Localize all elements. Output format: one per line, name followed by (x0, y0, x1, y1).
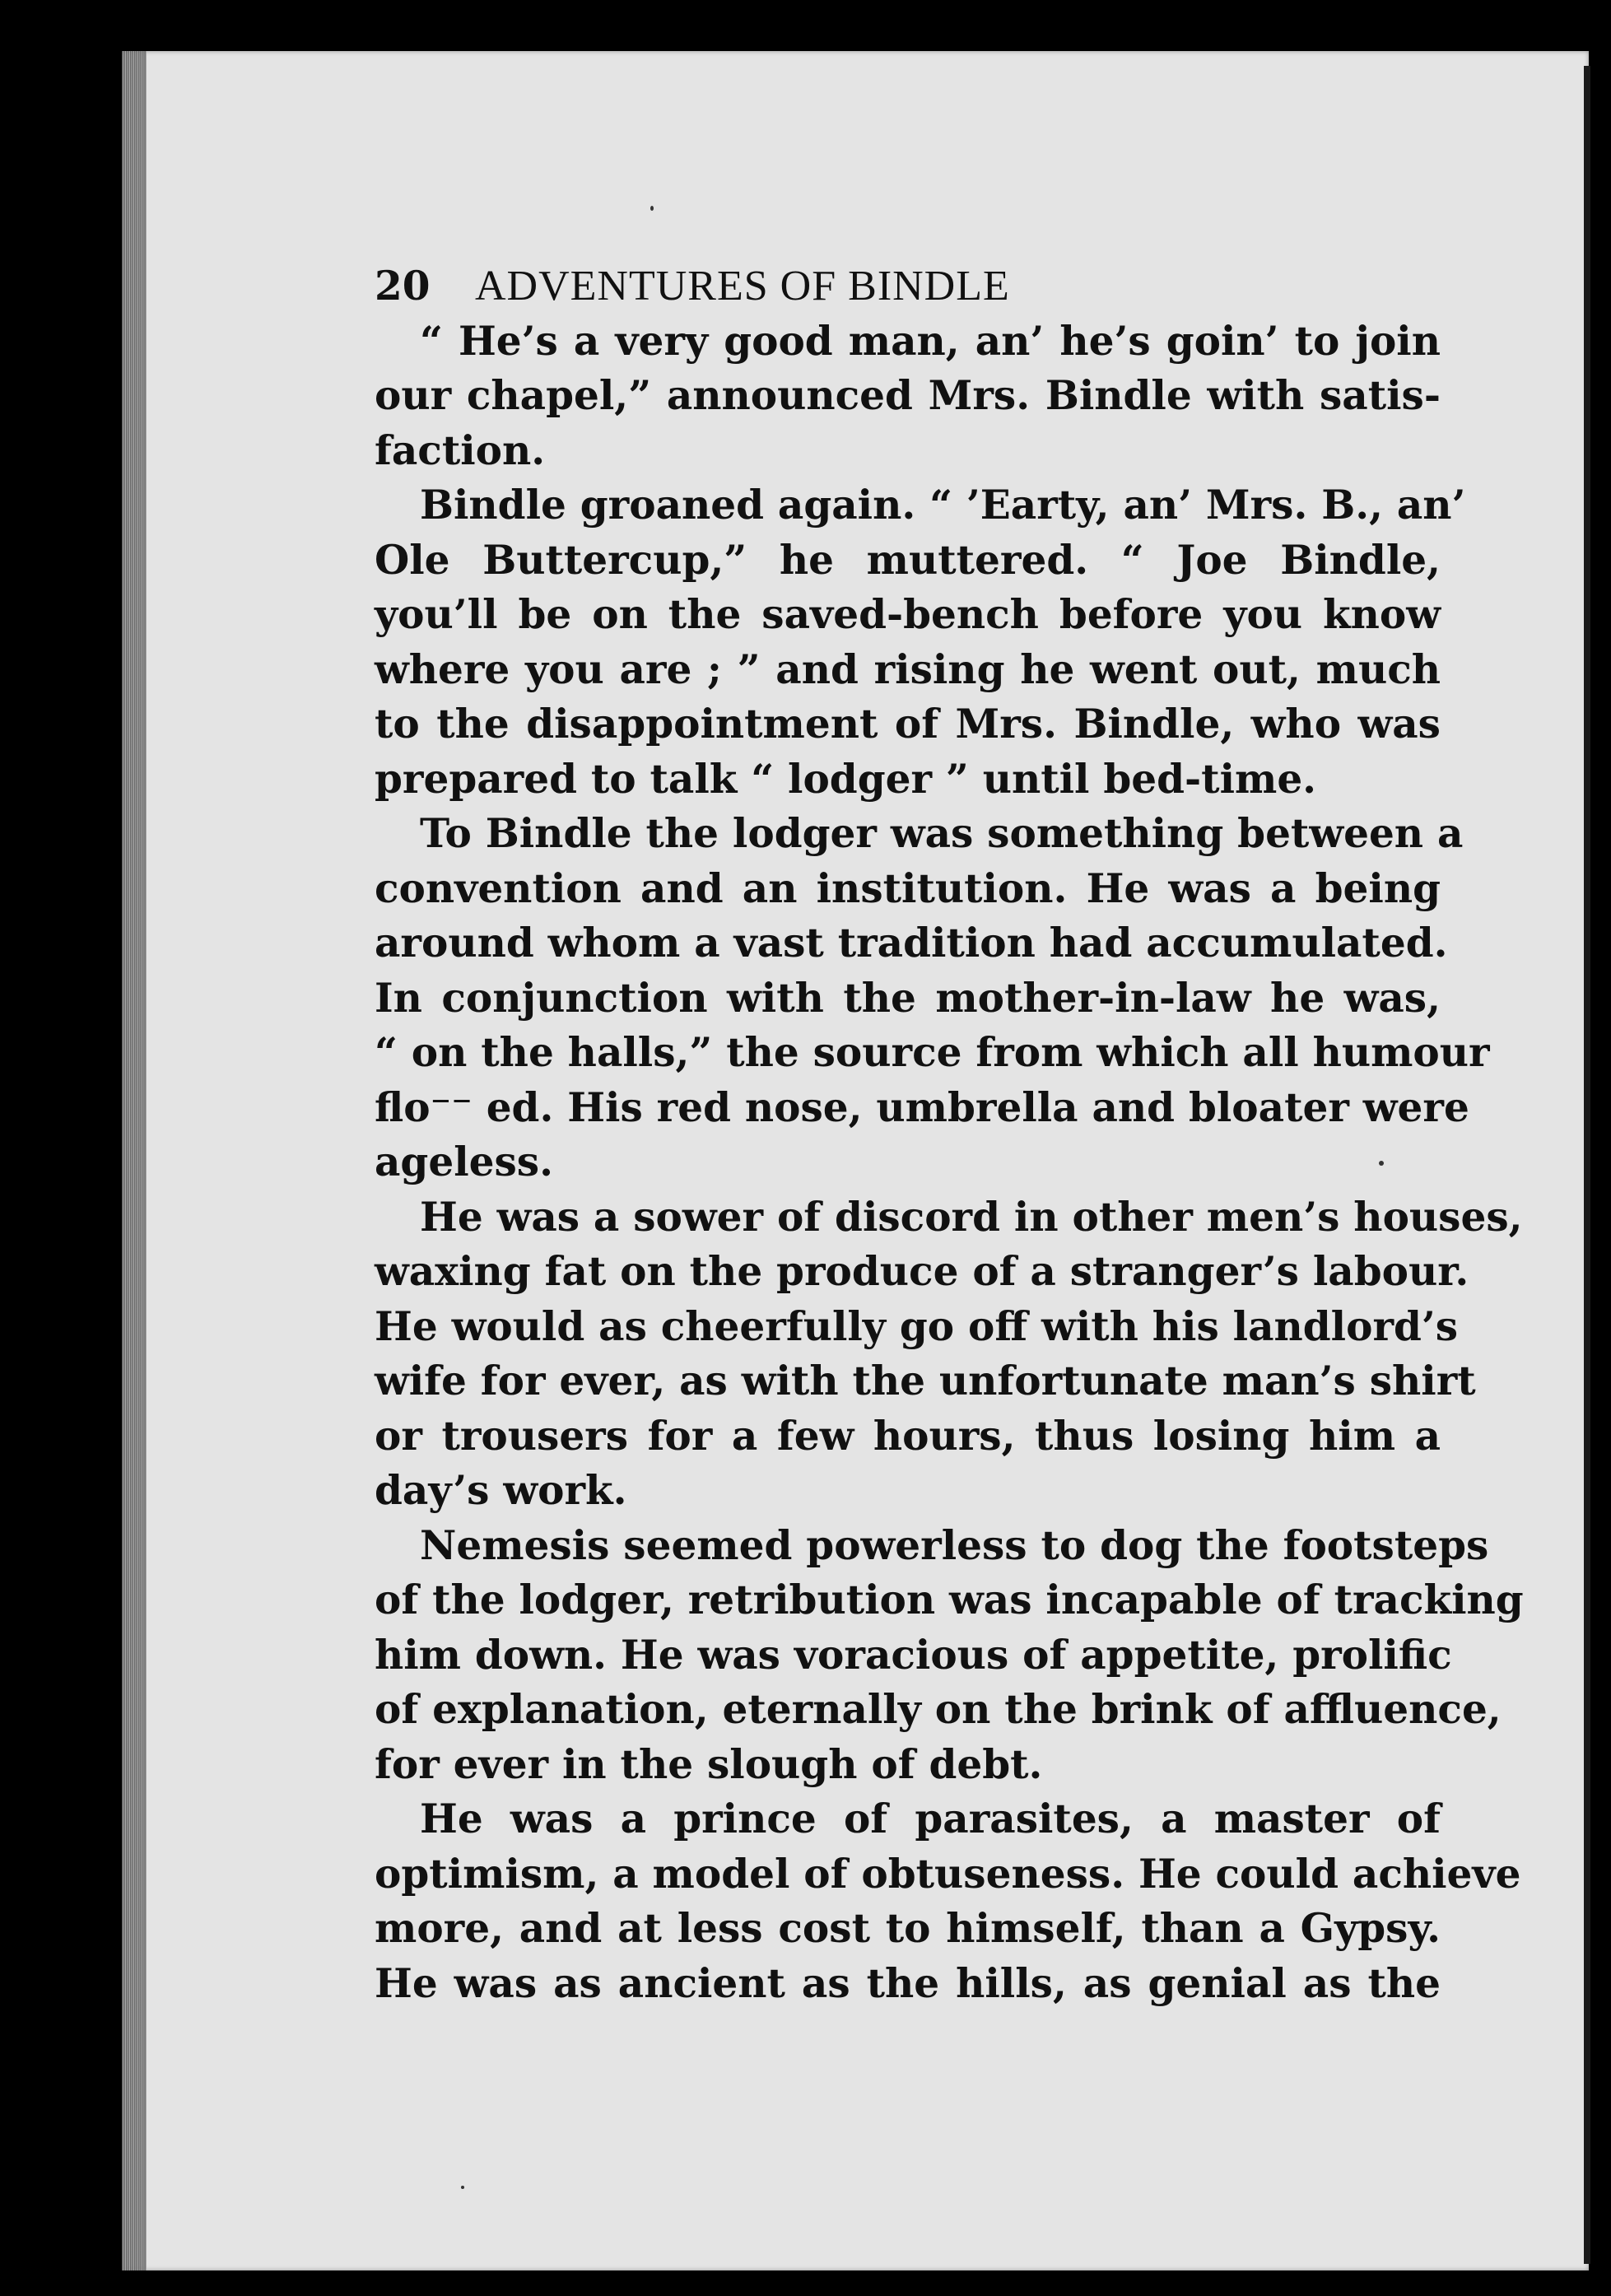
text-line: Nemesis seemed powerless to dog the footsteps (420, 1521, 1489, 1569)
text-line: “ He’s a very good man, an’ he’s goin’ to join (420, 317, 1441, 365)
text-line: where you are ; ” and rising he went out, much (375, 645, 1441, 693)
text-line: He was a prince of parasites, a master of (420, 1795, 1441, 1842)
page-number: 20 (375, 263, 431, 310)
paragraph (375, 314, 1441, 479)
text-line: or trousers for a few hours, thus losing him a (375, 1412, 1441, 1460)
page-text (375, 259, 1524, 2011)
paragraph (375, 1792, 1521, 2011)
text-line: He would as cheerfully go off with his landlord’s (375, 1302, 1459, 1350)
text-line: you’ll be on the saved-bench before you know (375, 591, 1441, 638)
page-right-edge (1584, 66, 1590, 2264)
text-line: optimism, a model of obtuseness. He could achieve (375, 1850, 1521, 1898)
text-line: of the lodger, retribution was incapable of tracking (375, 1576, 1524, 1623)
text-line: for ever in the slough of debt. (375, 1740, 1043, 1788)
text-line: He was as ancient as the hills, as genial as the (375, 1959, 1441, 2007)
running-title: ADVENTURES OF BINDLE (475, 263, 1010, 310)
page-header (375, 259, 1441, 314)
paragraph (375, 1190, 1523, 1519)
text-line: faction. (375, 426, 546, 474)
text-line: He was a sower of discord in other men’s houses, (420, 1193, 1523, 1241)
text-line: Bindle groaned again. “ ’Earty, an’ Mrs. B., an’ (420, 482, 1466, 529)
text-line: around whom a vast tradition had accumulated. (375, 920, 1448, 966)
text-line: wife for ever, as with the unfortunate man’s shirt (375, 1358, 1476, 1404)
text-line: more, and at less cost to himself, than a Gypsy. (375, 1905, 1441, 1952)
text-line: Ole Buttercup,” he muttered. “ Joe Bindle, (375, 536, 1441, 584)
paragraph (375, 1519, 1524, 1793)
text-line: “ on the halls,” the source from which all humour (375, 1029, 1490, 1076)
text-line: prepared to talk “ lodger ” until bed-time. (375, 755, 1317, 803)
text-line: In conjunction with the mother-in-law he was, (375, 974, 1441, 1022)
scan-speck (650, 206, 654, 211)
text-line: day’s work. (375, 1467, 627, 1514)
text-line: him down. He was voracious of appetite, prolific (375, 1631, 1452, 1679)
text-line: flo⁻⁻ ed. His red nose, umbrella and bloater were (375, 1083, 1469, 1131)
paragraph (375, 807, 1490, 1190)
text-line: waxing fat on the produce of a stranger’s labour. (375, 1248, 1469, 1295)
text-line: ageless. (375, 1139, 553, 1185)
scan-speck (461, 2186, 464, 2189)
text-line: To Bindle the lodger was something between a (420, 810, 1464, 857)
page-binding-edge (122, 51, 147, 2270)
text-line: of explanation, eternally on the brink of affluence, (375, 1686, 1502, 1733)
text-line: convention and an institution. He was a being (375, 864, 1441, 912)
text-line: our chapel,” announced Mrs. Bindle with satis- (375, 372, 1441, 419)
paragraph (375, 478, 1466, 807)
text-line: to the disappointment of Mrs. Bindle, who was (375, 701, 1441, 747)
